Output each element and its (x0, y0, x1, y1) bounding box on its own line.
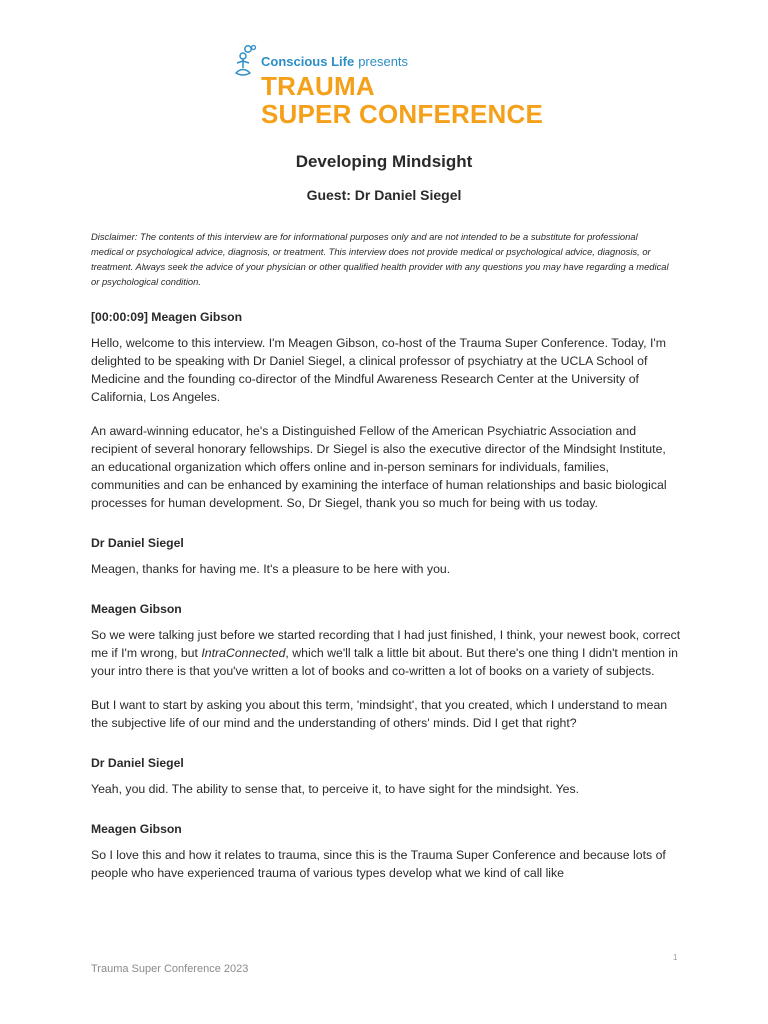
transcript-paragraph: So I love this and how it relates to trauma, since this is the Trauma Super Conference and because lots of people who have experienced trauma of various types develop what we kind of call like (91, 848, 666, 880)
paragraph-text: , which we'll talk a little bit about. But there's one thing I didn't mention in your intro there is that you've written a lot of books and co-written a lot of books on a variety of subjects. (91, 646, 678, 678)
transcript-paragraph: Hello, welcome to this interview. I'm Meagen Gibson, co-host of the Trauma Super Conference. Today, I'm delighted to be speaking with Dr Daniel Siegel, a clinical professor of psychiatry at the UCLA School of Medicine and the founding co-director of the Mindful Awareness Research Center at the University of California, Los Angeles. (91, 336, 666, 404)
transcript-paragraph (91, 626, 681, 680)
meditating-figure-icon (233, 44, 259, 78)
speaker-label: [00:00:09] Meagen Gibson (91, 310, 243, 324)
page-number: 1 (673, 953, 678, 962)
transcript (91, 308, 681, 898)
speaker-label: Meagen Gibson (91, 602, 182, 616)
book-title: IntraConnected (201, 646, 286, 660)
brand-name: Conscious Life (261, 53, 355, 69)
transcript-paragraph: Yeah, you did. The ability to sense that, to perceive it, to have sight for the mindsight. Yes. (91, 782, 580, 796)
conference-title-line-1: TRAUMA (261, 71, 375, 101)
transcript-paragraph: An award-winning educator, he's a Distinguished Fellow of the American Psychiatric Association and recipient of several honorary fellowships. Dr Siegel is also the executive director of the Mindsight Institute, an educational organization which offers online and in-person seminars for individuals, families, communities and can be enhanced by examining the interface of human relationships and basic biological processes for human development. So, Dr Siegel, thank you so much for being with us today. (91, 424, 667, 510)
presents-text: presents (358, 53, 409, 69)
speaker-label: Dr Daniel Siegel (91, 536, 184, 550)
conference-title-line-2: SUPER CONFERENCE (261, 99, 544, 129)
transcript-paragraph: But I want to start by asking you about this term, 'mindsight', that you created, which I understand to mean the subjective life of our mind and the understanding of others' minds. Did I get that right? (91, 698, 668, 730)
transcript-paragraph: Meagen, thanks for having me. It's a pleasure to be here with you. (91, 562, 451, 576)
speaker-label: Meagen Gibson (91, 822, 182, 836)
page-footer: Trauma Super Conference 2023 (91, 963, 249, 975)
conference-header (233, 44, 543, 128)
document-title: Developing Mindsight (295, 152, 473, 171)
paragraph-text: So we were talking just before we started recording that I had just finished, I think, your newest book, correct me if I'm wrong, but (91, 628, 681, 660)
guest-line: Guest: Dr Daniel Siegel (306, 187, 462, 203)
speaker-label: Dr Daniel Siegel (91, 756, 184, 770)
disclaimer: Disclaimer: The contents of this interview are for informational purposes only and are not intended to be a substitute for professional medical or psychological advice, diagnosis, or treatment. This interview does not provide medical or psychological advice, diagnosis, or treatment. Always seek the advice of your physician or other qualified health provider with any questions you may have regarding a medical or psychological condition. (91, 231, 669, 287)
